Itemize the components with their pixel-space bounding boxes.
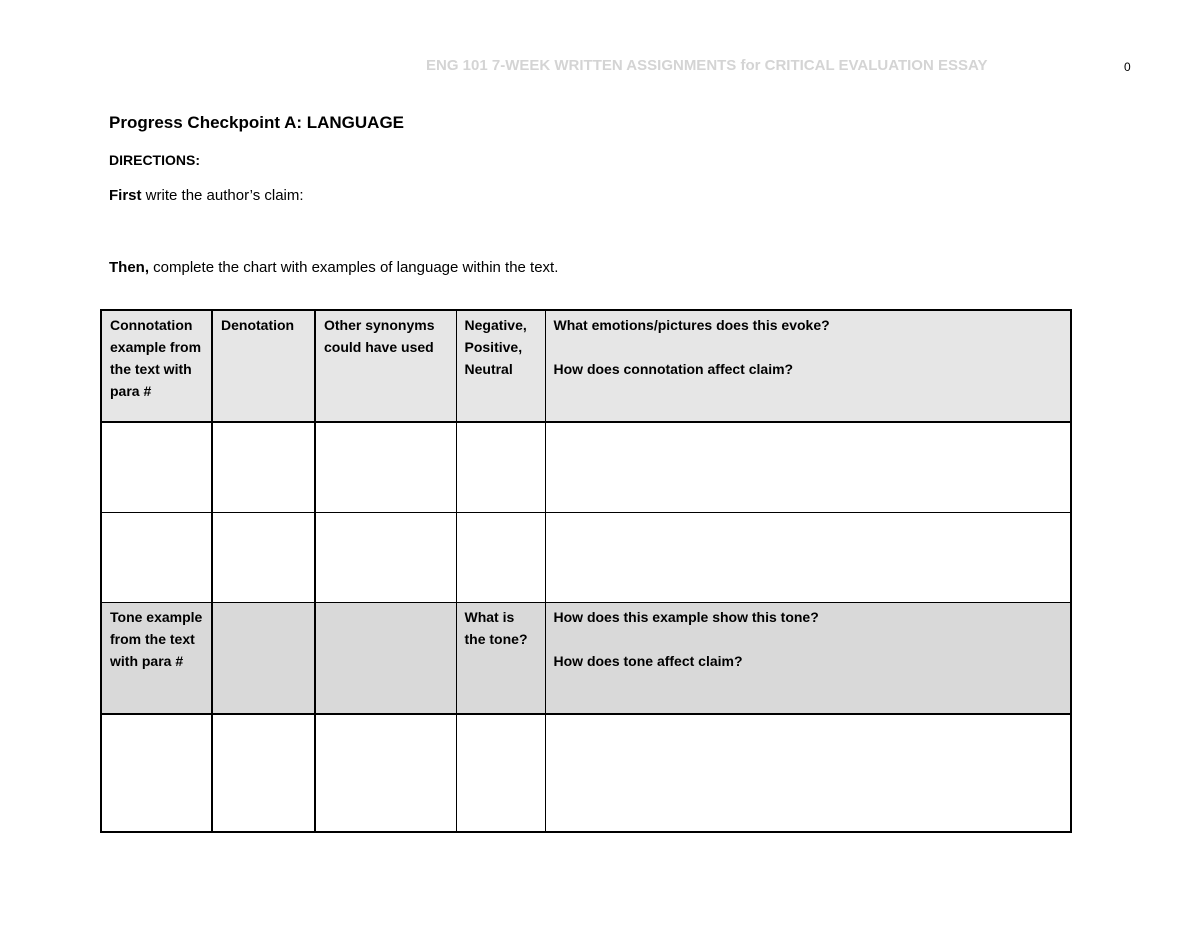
tone-entry-row	[101, 714, 1071, 832]
connotation-example-cell[interactable]	[101, 512, 212, 602]
tone-blank-header	[315, 602, 456, 714]
tone-example-question: How does this example show this tone?	[553, 608, 819, 625]
emotions-question: What emotions/pictures does this evoke?	[553, 317, 830, 333]
synonyms-cell[interactable]	[315, 512, 456, 602]
tone-blank-cell[interactable]	[212, 714, 315, 832]
emotions-cell[interactable]	[545, 422, 1071, 512]
connotation-example-header: Connotation example from the text with para #	[101, 310, 212, 422]
page-number: 0	[1124, 60, 1131, 74]
instruction-claim	[109, 187, 304, 204]
connotation-claim-question: How does connotation affect claim?	[553, 361, 794, 377]
page-title: Progress Checkpoint A: LANGUAGE	[109, 113, 405, 132]
instruction-chart-emphasis: Then,	[109, 259, 149, 276]
running-header: ENG 101 7-WEEK WRITTEN ASSIGNMENTS for CRITICAL EVALUATION ESSAY	[426, 57, 988, 74]
tone-claim-question: How does tone affect claim?	[553, 652, 743, 669]
instruction-claim-text: write the author’s claim:	[141, 187, 304, 204]
polarity-cell[interactable]	[456, 512, 545, 602]
directions-label: DIRECTIONS:	[109, 152, 200, 168]
polarity-header: Negative, Positive, Neutral	[456, 310, 545, 422]
tone-type-cell[interactable]	[456, 714, 545, 832]
emotions-cell[interactable]	[545, 512, 1071, 602]
polarity-cell[interactable]	[456, 422, 545, 512]
synonyms-header: Other synonyms could have used	[315, 310, 456, 422]
tone-example-cell[interactable]	[101, 714, 212, 832]
tone-blank-header	[212, 602, 315, 714]
connotation-header-row	[101, 310, 1071, 422]
emotions-header	[545, 310, 1071, 422]
tone-explanation-cell[interactable]	[545, 714, 1071, 832]
tone-explanation-header	[545, 602, 1071, 714]
denotation-cell[interactable]	[212, 512, 315, 602]
tone-example-header: Tone example from the text with para #	[101, 602, 212, 714]
instruction-claim-emphasis: First	[109, 187, 142, 204]
connotation-entry-row	[101, 422, 1071, 512]
denotation-header: Denotation	[212, 310, 315, 422]
instruction-chart	[109, 259, 558, 276]
connotation-entry-row	[101, 512, 1071, 602]
tone-header-row	[101, 602, 1071, 714]
denotation-cell[interactable]	[212, 422, 315, 512]
language-chart	[100, 309, 1072, 833]
connotation-example-cell[interactable]	[101, 422, 212, 512]
tone-blank-cell[interactable]	[315, 714, 456, 832]
instruction-chart-text: complete the chart with examples of language within the text.	[149, 259, 559, 276]
synonyms-cell[interactable]	[315, 422, 456, 512]
tone-type-header: What is the tone?	[456, 602, 545, 714]
